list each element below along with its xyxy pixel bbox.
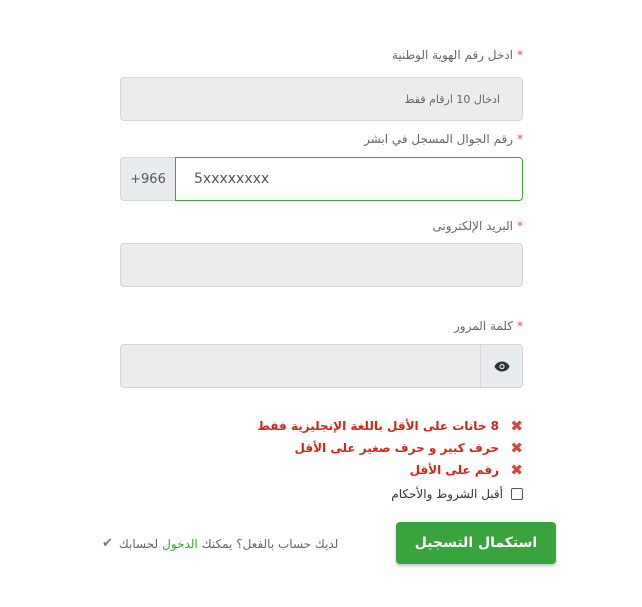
mobile-input[interactable]: [176, 158, 522, 200]
terms-checkbox[interactable]: [511, 488, 523, 500]
required-mark: *: [517, 319, 523, 333]
cross-icon: ✖: [510, 417, 523, 435]
national-id-field-wrapper: [120, 77, 523, 121]
login-prompt-text: لديك حساب بالفعل؟ يمكنك: [201, 536, 339, 551]
password-visibility-toggle[interactable]: [480, 344, 523, 388]
mobile-field-wrapper: [175, 157, 523, 201]
required-mark: *: [517, 48, 523, 62]
password-rule-case: ✖ حرف كبير و حرف صغير على الأقل: [294, 439, 523, 457]
login-prompt: [102, 536, 338, 551]
password-label: *كلمة المرور: [453, 319, 523, 333]
terms-row: [391, 487, 523, 501]
mobile-field-group: [120, 157, 523, 201]
login-link[interactable]: الدخول: [162, 536, 198, 551]
password-rule-number: ✖ رقم على الأقل: [409, 461, 523, 479]
password-rule-length: ✖ 8 خانات على الأقل باللغة الإنجليزية فقط: [257, 417, 523, 435]
cross-icon: ✖: [510, 439, 523, 457]
password-input[interactable]: [121, 345, 484, 389]
email-field-wrapper: [120, 243, 523, 287]
terms-label[interactable]: أقبل الشروط والأحكام: [391, 487, 503, 501]
cross-icon: ✖: [510, 461, 523, 479]
complete-registration-button[interactable]: استكمال التسجيل: [396, 522, 556, 564]
eye-icon: [494, 361, 510, 372]
mobile-label: *رقم الجوال المسجل في ابشر: [364, 132, 523, 146]
check-icon: ✔: [102, 536, 113, 551]
country-code-prefix: +966: [120, 157, 175, 201]
email-label: *البريد الإلكترونى: [432, 219, 523, 233]
password-field-group: [120, 344, 523, 388]
national-id-label: *ادخل رقم الهوية الوطنية: [391, 48, 523, 62]
required-mark: *: [517, 132, 523, 146]
email-input[interactable]: [121, 244, 522, 286]
login-suffix-text: لحسابك: [118, 536, 159, 551]
password-field-wrapper: [120, 344, 480, 388]
national-id-input[interactable]: [121, 78, 522, 120]
required-mark: *: [517, 219, 523, 233]
